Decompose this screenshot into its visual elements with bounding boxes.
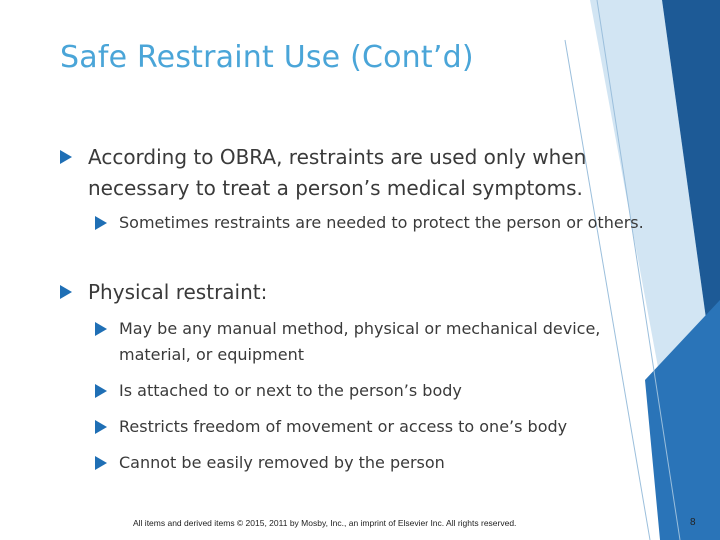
bullet-arrow-icon [95, 216, 107, 230]
page-number: 8 [690, 517, 696, 528]
bullet-arrow-icon [95, 456, 107, 470]
bullet-arrow-icon [95, 420, 107, 434]
sub-bullet-text: Is attached to or next to the person’s body [119, 381, 462, 400]
sub-bullet-text: Cannot be easily removed by the person [119, 453, 445, 472]
bullet-text: Physical restraint: [88, 280, 268, 304]
bullet-obra [60, 142, 660, 204]
sub-bullet-text: May be any manual method, physical or mechanical device, material, or equipment [119, 319, 601, 364]
sub-bullet-cannot-remove [95, 450, 655, 476]
sub-bullet-protect [95, 210, 655, 236]
slide-title: Safe Restraint Use (Cont’d) [60, 40, 474, 75]
bullet-arrow-icon [95, 322, 107, 336]
bullet-text: According to OBRA, restraints are used only when necessary to treat a person’s medical symptoms. [88, 145, 587, 200]
sub-bullet-text: Sometimes restraints are needed to protect the person or others. [119, 213, 644, 232]
bullet-arrow-icon [95, 384, 107, 398]
bullet-arrow-icon [60, 150, 72, 164]
bullet-physical-restraint [60, 277, 660, 308]
bullet-arrow-icon [60, 285, 72, 299]
sub-bullet-manual-method [95, 316, 655, 368]
sub-bullet-restricts [95, 414, 655, 440]
sub-bullet-text: Restricts freedom of movement or access to one’s body [119, 417, 568, 436]
sub-bullet-attached [95, 378, 655, 404]
copyright-footer: All items and derived items © 2015, 2011 by Mosby, Inc., an imprint of Elsevier Inc. All rights reserved. [133, 518, 517, 528]
